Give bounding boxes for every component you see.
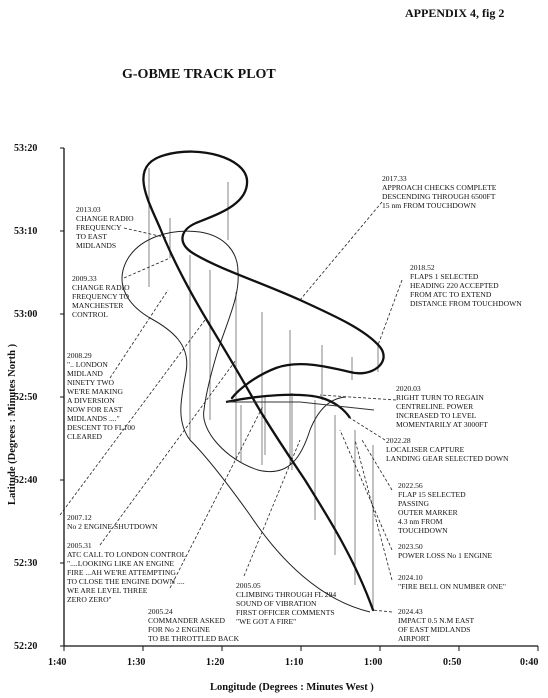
x-tick-label: 1:00 [364, 657, 383, 668]
x-tick-label: 0:40 [520, 657, 539, 668]
final-approach-projection [226, 402, 374, 410]
annotation-2023-50: 2023.50 POWER LOSS No 1 ENGINE [398, 542, 493, 560]
annotation-2024-43: 2024.43 IMPACT 0.5 N.M EAST OF EAST MIDLANDS AIRPORT [398, 607, 475, 643]
annotation-2005-05: 2005.05 CLIMBING THROUGH FL 294 SOUND OF VIBRATION FIRST OFFICER COMMENTS "WE GOT A FIRE" [236, 581, 337, 626]
annotation-2022-28: 2022.28 LOCALISER CAPTURE LANDING GEAR SELECTED DOWN [386, 436, 509, 463]
x-axis-label: Longitude (Degrees : Minutes West ) [210, 682, 374, 693]
figure-title: G-OBME TRACK PLOT [122, 67, 276, 82]
final-approach-segment [226, 395, 350, 418]
appendix-header: APPENDIX 4, fig 2 [405, 6, 505, 20]
y-tick-label: 53:10 [14, 226, 38, 237]
annotation-2017-33: 2017.33 APPROACH CHECKS COMPLETE DESCENDING THROUGH 6500FT 15 nm FROM TOUCHDOWN [382, 174, 497, 210]
flight-track-3d [143, 152, 383, 610]
y-tick-label: 52:40 [14, 475, 38, 486]
x-tick-label: 1:40 [48, 657, 67, 668]
annotation-2018-52: 2018.52 FLAPS 1 SELECTED HEADING 220 ACCEPTED FROM ATC TO EXTEND DISTANCE FROM TOUCHDOWN [410, 263, 522, 308]
annotation-2024-10: 2024.10 "FIRE BELL ON NUMBER ONE" [398, 573, 507, 591]
x-tick-label: 1:30 [127, 657, 146, 668]
x-tick-label: 1:20 [206, 657, 225, 668]
annotation-2009-33: 2009.33 CHANGE RADIO FREQUENCY TO MANCHESTER CONTROL [72, 274, 130, 319]
x-tick-label: 0:50 [443, 657, 462, 668]
x-tick-label: 1:10 [285, 657, 304, 668]
y-axis-label: Latitude (Degrees : Minutes North ) [7, 343, 18, 505]
annotation-2008-29: 2008.29 ".. LONDON MIDLAND NINETY TWO WE'RE MAKING A DIVERSION NOW FOR EAST MIDLANDS ...." DESCENT TO FL100 CLEARED [67, 351, 135, 441]
annotation-2020-03: 2020.03 RIGHT TURN TO REGAIN CENTRELINE. POWER INCREASED TO LEVEL MOMENTARILY AT 3000FT [396, 384, 488, 429]
y-tick-label: 53:20 [14, 143, 38, 154]
annotation-2022-56: 2022.56 FLAP 15 SELECTED PASSING OUTER MARKER 4.3 nm FROM TOUCHDOWN [398, 481, 466, 535]
annotation-2005-24: 2005.24 COMMANDER ASKED FOR No 2 ENGINE TO BE THROTTLED BACK [148, 607, 240, 643]
annotation-2013-03: 2013.03 CHANGE RADIO FREQUENCY TO EAST MIDLANDS [76, 205, 134, 250]
y-tick-label: 53:00 [14, 309, 38, 320]
event-annotations [67, 174, 522, 643]
annotation-2005-31: 2005.31 ATC CALL TO LONDON CONTROL "....LOOKING LIKE AN ENGINE FIRE ...AH WE'RE ATTEMPTING TO CLOSE THE ENGINE DOWN .... WE ARE LEVEL THREE ZERO ZERO" [67, 541, 186, 604]
y-tick-label: 52:20 [14, 641, 38, 652]
y-tick-label: 52:50 [14, 392, 38, 403]
annotation-2007-12: 2007.12 No 2 ENGINE SHUTDOWN [67, 513, 158, 531]
y-tick-label: 52:30 [14, 558, 38, 569]
